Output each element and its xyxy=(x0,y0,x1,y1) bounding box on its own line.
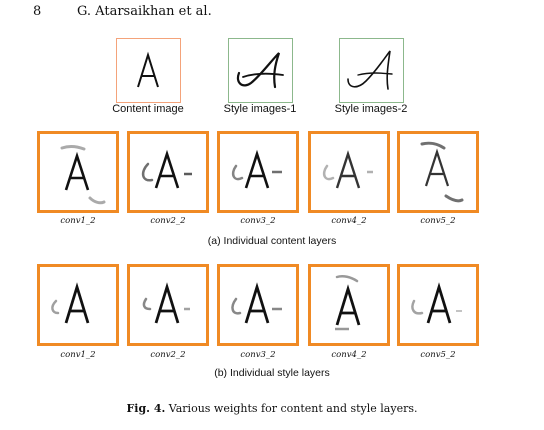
style-layer-result xyxy=(217,264,299,346)
layer-label: conv2_2 xyxy=(150,216,186,226)
style-image-2-label: Style images-2 xyxy=(334,103,408,115)
letter-a-glyph xyxy=(117,39,180,102)
script-a-glyph xyxy=(229,39,292,102)
layer-label: conv4_2 xyxy=(331,216,367,226)
page-number: 8 xyxy=(33,4,42,19)
generated-glyph xyxy=(40,267,116,343)
layer-label: conv4_2 xyxy=(331,350,367,360)
layer-label: conv5_2 xyxy=(420,350,456,360)
layer-label: conv1_2 xyxy=(60,350,96,360)
style-layer-result xyxy=(308,264,390,346)
content-layer-result xyxy=(37,131,119,213)
layer-label: conv3_2 xyxy=(240,216,276,226)
subfigure-caption-b: (b) Individual style layers xyxy=(214,367,330,379)
content-layer-result xyxy=(127,131,209,213)
style-image-1 xyxy=(228,38,293,103)
generated-glyph xyxy=(400,267,476,343)
generated-glyph xyxy=(311,134,387,210)
style-layer-result xyxy=(37,264,119,346)
script-a-glyph xyxy=(340,39,403,102)
content-layer-result xyxy=(397,131,479,213)
generated-glyph xyxy=(130,267,206,343)
figure-caption xyxy=(0,402,544,415)
content-image xyxy=(116,38,181,103)
generated-glyph xyxy=(40,134,116,210)
layer-label: conv2_2 xyxy=(150,350,186,360)
generated-glyph xyxy=(220,267,296,343)
layer-label: conv5_2 xyxy=(420,216,456,226)
content-layer-result xyxy=(217,131,299,213)
style-layer-result xyxy=(397,264,479,346)
generated-glyph xyxy=(311,267,387,343)
style-image-2 xyxy=(339,38,404,103)
figure-caption-text: Various weights for content and style layers. xyxy=(165,402,418,415)
layer-label: conv3_2 xyxy=(240,350,276,360)
content-image-label: Content image xyxy=(112,103,184,115)
layer-label: conv1_2 xyxy=(60,216,96,226)
page-header xyxy=(0,4,544,24)
content-layer-result xyxy=(308,131,390,213)
generated-glyph xyxy=(130,134,206,210)
generated-glyph xyxy=(220,134,296,210)
generated-glyph xyxy=(400,134,476,210)
style-image-1-label: Style images-1 xyxy=(223,103,297,115)
subfigure-caption-a: (a) Individual content layers xyxy=(207,235,337,247)
figure-number: Fig. 4. xyxy=(126,402,166,415)
running-authors: G. Atarsaikhan et al. xyxy=(77,4,212,19)
style-layer-result xyxy=(127,264,209,346)
